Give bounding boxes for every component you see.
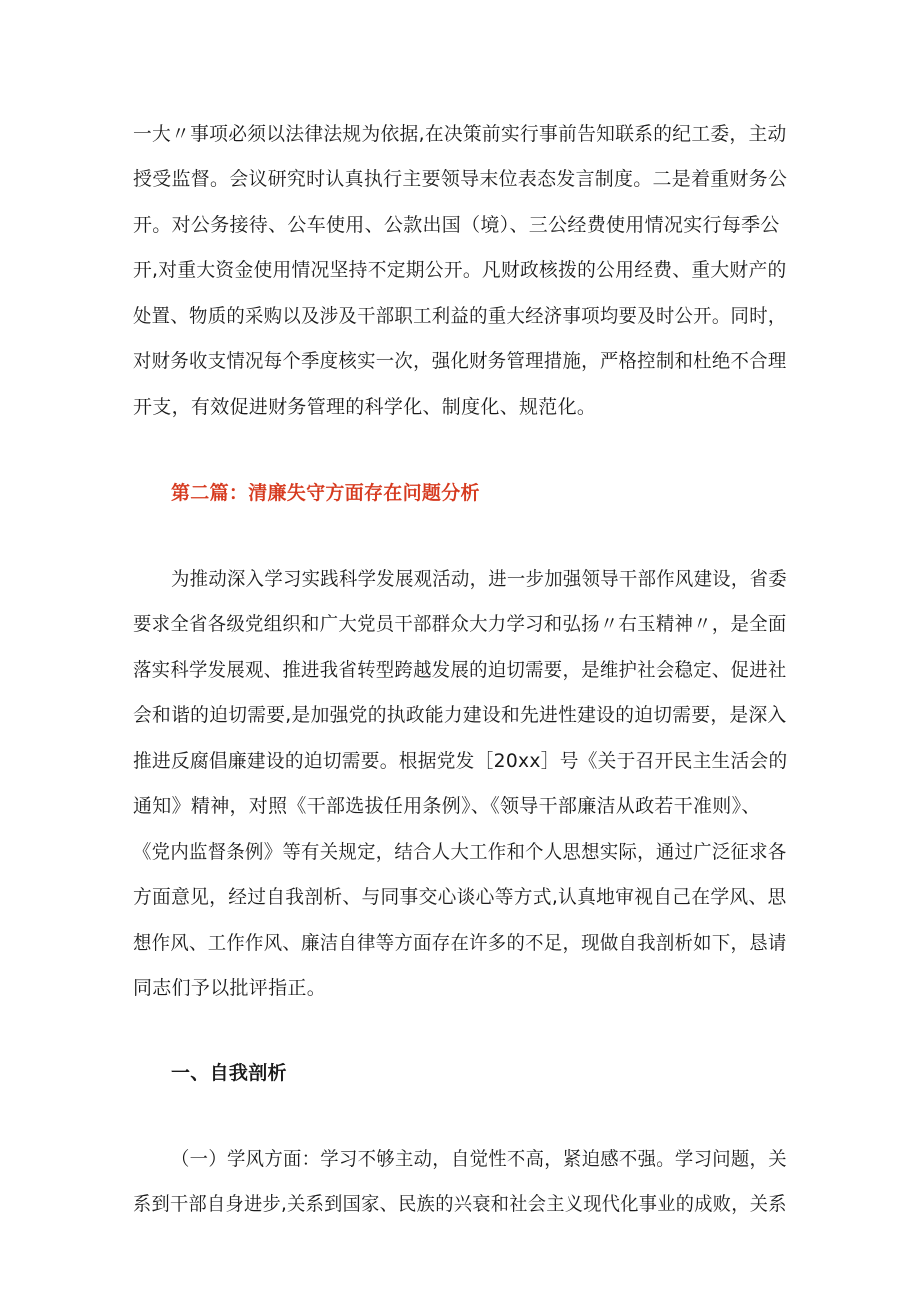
subheading-self-analysis: 一、自我剖析 [171,1062,287,1084]
paragraph-2-line-9: 想作风、工作作风、廉洁自律等方面存在许多的不足，现做自我剖析如下，恳请 [133,932,787,954]
paragraph-1-line-5: 处置、物质的采购以及涉及干部职工利益的重大经济事项均要及时公开。同时， [133,305,787,327]
paragraph-2-line-2: 要求全省各级党组织和广大党员干部群众大力学习和弘扬〃右玉精神〃，是全面 [133,613,787,635]
paragraph-2-line-10: 同志们予以批评指正。 [133,977,327,999]
paragraph-1-line-2: 授受监督。会议研究时认真执行主要领导末位表态发言制度。二是着重财务公 [133,168,788,190]
section-title: 第二篇：清廉失守方面存在问题分析 [171,482,480,504]
paragraph-1-line-1: 一大〃事项必须以法律法规为依据,在决策前实行事前告知联系的纪工委，主动 [133,123,787,145]
paragraph-2-line-4: 会和谐的迫切需要,是加强党的执政能力建设和先进性建设的迫切需要，是深入 [133,704,787,726]
paragraph-2-line-6: 通知》精神，对照《干部选拔任用条例》、《领导干部廉洁从政若干准则》、 [133,795,761,817]
paragraph-1-line-6: 对财务收支情况每个季度核实一次，强化财务管理措施，严格控制和杜绝不合理 [133,350,787,372]
paragraph-2-line-1: 为推动深入学习实践科学发展观活动，进一步加强领导干部作风建设，省委 [171,568,787,590]
paragraph-1-line-3: 开。对公务接待、公车使用、公款出国（境）、三公经费使用情况实行每季公 [133,214,780,236]
paragraph-1-line-7: 开支，有效促进财务管理的科学化、制度化、规范化。 [133,396,597,418]
paragraph-2-line-7: 《党内监督条例》等有关规定，结合人大工作和个人思想实际，通过广泛征求各 [133,841,787,863]
paragraph-2-line-8: 方面意见，经过自我剖析、与同事交心谈心等方式,认真地审视自己在学风、思 [133,886,787,908]
paragraph-3-line-2: 系到干部自身进步,关系到国家、民族的兴衰和社会主义现代化事业的成败，关系 [133,1193,787,1215]
paragraph-2-line-5: 推进反腐倡廉建设的迫切需要。根据党发［20xx］号《关于召开民主生活会的 [133,750,788,772]
paragraph-2-line-3: 落实科学发展观、推进我省转型跨越发展的迫切需要，是维护社会稳定、促进社 [133,659,787,681]
paragraph-3-line-1: （一）学风方面：学习不够主动，自觉性不高，紧迫感不强。学习问题，关 [171,1148,787,1170]
paragraph-1-line-4: 开,对重大资金使用情况坚持不定期公开。凡财政核拨的公用经费、重大财产的 [133,259,787,281]
